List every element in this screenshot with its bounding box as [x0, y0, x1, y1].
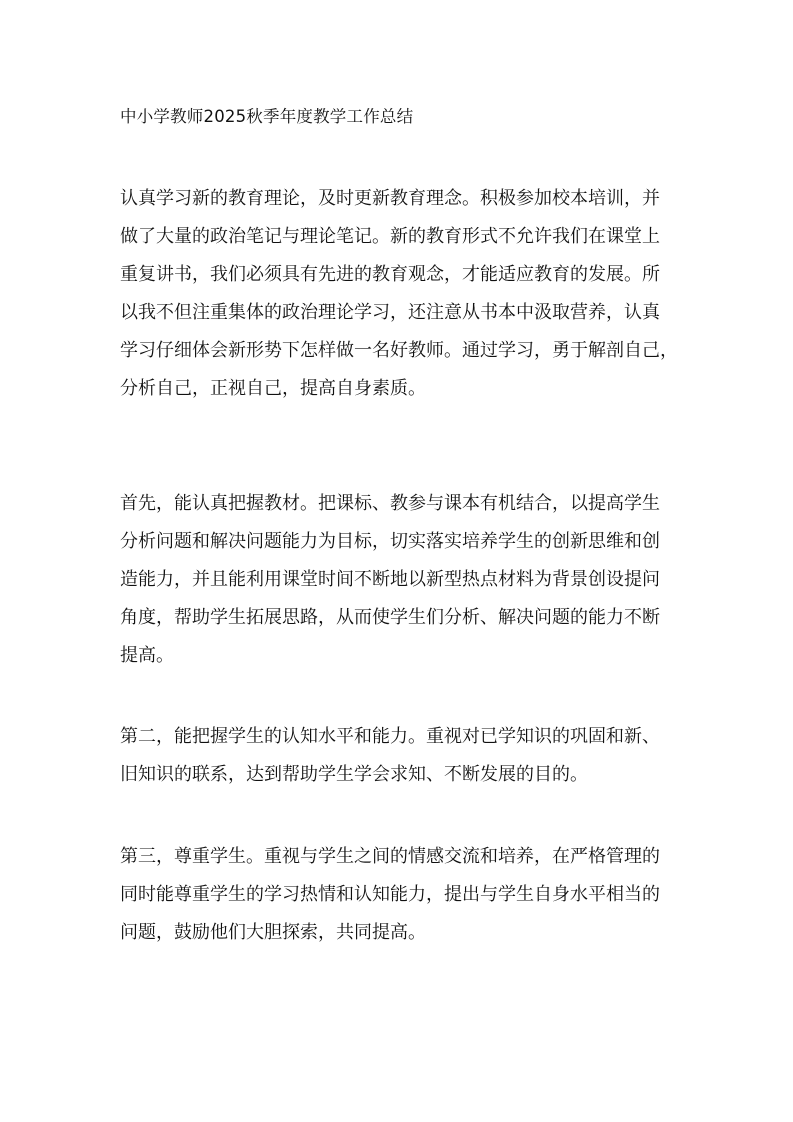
paragraph-line: 第三，尊重学生。重视与学生之间的情感交流和培养，在严格管理的 [120, 846, 660, 867]
paragraph-line: 分析问题和解决问题能力为目标，切实落实培养学生的创新思维和创 [120, 531, 660, 552]
paragraph-line: 提高。 [120, 645, 174, 666]
paragraph-line: 第二，能把握学生的认知水平和能力。重视对已学知识的巩固和新、 [120, 726, 660, 747]
paragraph-line: 同时能尊重学生的学习热情和认知能力，提出与学生自身水平相当的 [120, 884, 660, 905]
paragraph-line: 旧知识的联系，达到帮助学生学会求知、不断发展的目的。 [120, 764, 588, 785]
paragraph-line: 问题，鼓励他们大胆探索，共同提高。 [120, 922, 426, 943]
paragraph-line: 首先，能认真把握教材。把课标、教参与课本有机结合，以提高学生 [120, 493, 660, 514]
document-title: 中小学教师2025秋季年度教学工作总结 [120, 107, 414, 126]
paragraph-line: 学习仔细体会新形势下怎样做一名好教师。通过学习，勇于解剖自己， [120, 340, 678, 361]
paragraph-line: 做了大量的政治笔记与理论笔记。新的教育形式不允许我们在课堂上 [120, 226, 660, 247]
paragraph-third-point [120, 838, 676, 952]
paragraph-line: 以我不但注重集体的政治理论学习，还注意从书本中汲取营养，认真 [120, 302, 660, 323]
paragraph-line: 角度，帮助学生拓展思路，从而使学生们分析、解决问题的能力不断 [120, 607, 660, 628]
paragraph-line: 重复讲书，我们必须具有先进的教育观念，才能适应教育的发展。所 [120, 264, 660, 285]
paragraph-line: 造能力，并且能利用课堂时间不断地以新型热点材料为背景创设提问 [120, 569, 660, 590]
paragraph-second-point [120, 718, 676, 794]
paragraph-line: 分析自己，正视自己，提高自身素质。 [120, 378, 426, 399]
paragraph-first-point [120, 485, 676, 675]
paragraph-line: 认真学习新的教育理论，及时更新教育理念。积极参加校本培训，并 [120, 188, 660, 209]
paragraph-study-theory [120, 180, 676, 408]
